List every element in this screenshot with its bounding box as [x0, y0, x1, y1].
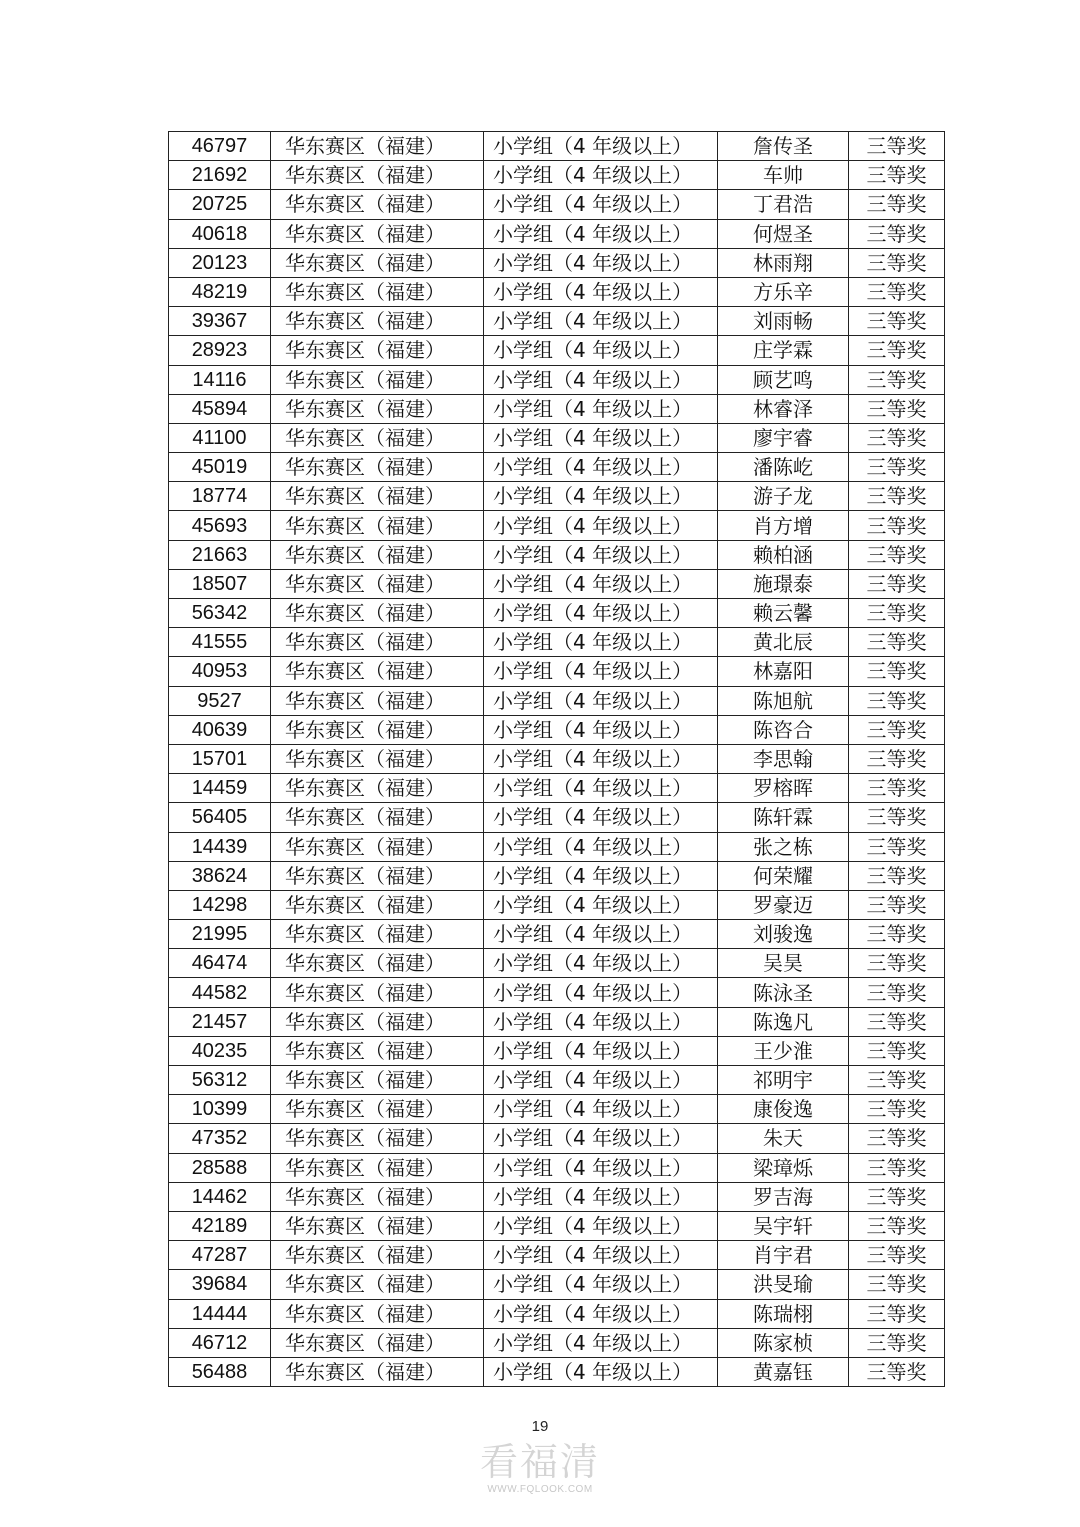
cell-region: 华东赛区（福建）	[271, 1241, 484, 1270]
cell-id: 56342	[169, 599, 271, 628]
cell-award: 三等奖	[849, 861, 945, 890]
cell-name: 梁璋烁	[718, 1153, 849, 1182]
cell-name: 陈咨合	[718, 715, 849, 744]
cell-group: 小学组（4 年级以上）	[484, 1241, 718, 1270]
cell-region: 华东赛区（福建）	[271, 1182, 484, 1211]
cell-name: 林雨翔	[718, 248, 849, 277]
cell-name: 朱天	[718, 1124, 849, 1153]
cell-region: 华东赛区（福建）	[271, 423, 484, 452]
table-row	[169, 132, 945, 161]
cell-group: 小学组（4 年级以上）	[484, 511, 718, 540]
cell-name: 赖柏涵	[718, 540, 849, 569]
cell-id: 38624	[169, 861, 271, 890]
cell-id: 47352	[169, 1124, 271, 1153]
cell-region: 华东赛区（福建）	[271, 657, 484, 686]
table-row	[169, 394, 945, 423]
cell-award: 三等奖	[849, 744, 945, 773]
cell-id: 39684	[169, 1270, 271, 1299]
cell-award: 三等奖	[849, 628, 945, 657]
table-row	[169, 1036, 945, 1065]
cell-name: 罗豪迈	[718, 890, 849, 919]
cell-award: 三等奖	[849, 1182, 945, 1211]
cell-id: 21663	[169, 540, 271, 569]
cell-id: 20123	[169, 248, 271, 277]
cell-name: 赖云馨	[718, 599, 849, 628]
cell-award: 三等奖	[849, 978, 945, 1007]
cell-id: 10399	[169, 1095, 271, 1124]
cell-name: 黄嘉钰	[718, 1357, 849, 1386]
cell-award: 三等奖	[849, 132, 945, 161]
cell-name: 陈瑞栩	[718, 1299, 849, 1328]
cell-group: 小学组（4 年级以上）	[484, 190, 718, 219]
cell-award: 三等奖	[849, 715, 945, 744]
cell-award: 三等奖	[849, 1007, 945, 1036]
cell-award: 三等奖	[849, 1357, 945, 1386]
table-row	[169, 1066, 945, 1095]
cell-region: 华东赛区（福建）	[271, 628, 484, 657]
cell-region: 华东赛区（福建）	[271, 1153, 484, 1182]
table-row	[169, 1270, 945, 1299]
awards-table-body	[169, 132, 945, 1387]
table-row	[169, 336, 945, 365]
cell-group: 小学组（4 年级以上）	[484, 949, 718, 978]
cell-region: 华东赛区（福建）	[271, 686, 484, 715]
cell-award: 三等奖	[849, 394, 945, 423]
cell-name: 潘陈屹	[718, 453, 849, 482]
cell-name: 祁明宇	[718, 1066, 849, 1095]
cell-name: 吴宇轩	[718, 1211, 849, 1240]
cell-id: 14298	[169, 890, 271, 919]
cell-id: 28588	[169, 1153, 271, 1182]
cell-id: 14116	[169, 365, 271, 394]
table-row	[169, 949, 945, 978]
cell-region: 华东赛区（福建）	[271, 453, 484, 482]
cell-name: 康俊逸	[718, 1095, 849, 1124]
cell-name: 陈家桢	[718, 1328, 849, 1357]
cell-region: 华东赛区（福建）	[271, 482, 484, 511]
cell-region: 华东赛区（福建）	[271, 219, 484, 248]
cell-name: 陈逸凡	[718, 1007, 849, 1036]
cell-group: 小学组（4 年级以上）	[484, 744, 718, 773]
cell-region: 华东赛区（福建）	[271, 978, 484, 1007]
cell-group: 小学组（4 年级以上）	[484, 161, 718, 190]
cell-region: 华东赛区（福建）	[271, 540, 484, 569]
table-row	[169, 569, 945, 598]
cell-award: 三等奖	[849, 511, 945, 540]
table-row	[169, 365, 945, 394]
cell-group: 小学组（4 年级以上）	[484, 890, 718, 919]
cell-group: 小学组（4 年级以上）	[484, 219, 718, 248]
cell-group: 小学组（4 年级以上）	[484, 1124, 718, 1153]
cell-id: 42189	[169, 1211, 271, 1240]
cell-group: 小学组（4 年级以上）	[484, 569, 718, 598]
cell-name: 庄学霖	[718, 336, 849, 365]
cell-award: 三等奖	[849, 599, 945, 628]
page-number: 19	[531, 1418, 549, 1435]
cell-id: 14444	[169, 1299, 271, 1328]
table-row	[169, 482, 945, 511]
table-row	[169, 1153, 945, 1182]
cell-group: 小学组（4 年级以上）	[484, 715, 718, 744]
table-row	[169, 1007, 945, 1036]
cell-name: 何煜圣	[718, 219, 849, 248]
cell-award: 三等奖	[849, 365, 945, 394]
cell-name: 李思翰	[718, 744, 849, 773]
cell-name: 肖宇君	[718, 1241, 849, 1270]
table-row	[169, 307, 945, 336]
cell-award: 三等奖	[849, 190, 945, 219]
cell-group: 小学组（4 年级以上）	[484, 1299, 718, 1328]
table-row	[169, 277, 945, 306]
cell-id: 56405	[169, 803, 271, 832]
cell-group: 小学组（4 年级以上）	[484, 657, 718, 686]
cell-region: 华东赛区（福建）	[271, 1211, 484, 1240]
cell-name: 廖宇睿	[718, 423, 849, 452]
cell-id: 45693	[169, 511, 271, 540]
cell-group: 小学组（4 年级以上）	[484, 423, 718, 452]
cell-region: 华东赛区（福建）	[271, 1299, 484, 1328]
cell-id: 9527	[169, 686, 271, 715]
watermark-text: 看福清	[479, 1440, 600, 1484]
cell-name: 黄北辰	[718, 628, 849, 657]
cell-group: 小学组（4 年级以上）	[484, 1153, 718, 1182]
cell-name: 王少淮	[718, 1036, 849, 1065]
cell-group: 小学组（4 年级以上）	[484, 1036, 718, 1065]
table-row	[169, 1357, 945, 1386]
table-row	[169, 540, 945, 569]
cell-group: 小学组（4 年级以上）	[484, 1211, 718, 1240]
cell-id: 21692	[169, 161, 271, 190]
cell-id: 48219	[169, 277, 271, 306]
cell-name: 刘雨畅	[718, 307, 849, 336]
cell-name: 张之栋	[718, 832, 849, 861]
cell-group: 小学组（4 年级以上）	[484, 1066, 718, 1095]
cell-award: 三等奖	[849, 1328, 945, 1357]
cell-group: 小学组（4 年级以上）	[484, 453, 718, 482]
cell-region: 华东赛区（福建）	[271, 132, 484, 161]
cell-award: 三等奖	[849, 248, 945, 277]
table-row	[169, 774, 945, 803]
cell-award: 三等奖	[849, 1124, 945, 1153]
cell-id: 46712	[169, 1328, 271, 1357]
cell-region: 华东赛区（福建）	[271, 744, 484, 773]
table-row	[169, 1241, 945, 1270]
table-row	[169, 628, 945, 657]
cell-award: 三等奖	[849, 540, 945, 569]
cell-name: 车帅	[718, 161, 849, 190]
cell-id: 21457	[169, 1007, 271, 1036]
cell-id: 18774	[169, 482, 271, 511]
cell-award: 三等奖	[849, 774, 945, 803]
table-row	[169, 1328, 945, 1357]
cell-name: 刘骏逸	[718, 920, 849, 949]
cell-group: 小学组（4 年级以上）	[484, 920, 718, 949]
cell-id: 46797	[169, 132, 271, 161]
cell-name: 罗榕晖	[718, 774, 849, 803]
cell-region: 华东赛区（福建）	[271, 1124, 484, 1153]
cell-id: 45019	[169, 453, 271, 482]
table-row	[169, 1211, 945, 1240]
cell-award: 三等奖	[849, 219, 945, 248]
table-row	[169, 920, 945, 949]
cell-name: 罗吉海	[718, 1182, 849, 1211]
cell-group: 小学组（4 年级以上）	[484, 774, 718, 803]
awards-table	[168, 131, 945, 1387]
cell-name: 游子龙	[718, 482, 849, 511]
cell-group: 小学组（4 年级以上）	[484, 482, 718, 511]
table-row	[169, 861, 945, 890]
cell-award: 三等奖	[849, 1211, 945, 1240]
cell-region: 华东赛区（福建）	[271, 920, 484, 949]
cell-award: 三等奖	[849, 307, 945, 336]
table-row	[169, 803, 945, 832]
table-row	[169, 161, 945, 190]
table-row	[169, 744, 945, 773]
table-row	[169, 1182, 945, 1211]
table-row	[169, 599, 945, 628]
table-row	[169, 1095, 945, 1124]
table-row	[169, 686, 945, 715]
cell-region: 华东赛区（福建）	[271, 861, 484, 890]
cell-award: 三等奖	[849, 1153, 945, 1182]
table-row	[169, 832, 945, 861]
table-row	[169, 715, 945, 744]
cell-award: 三等奖	[849, 803, 945, 832]
cell-region: 华东赛区（福建）	[271, 1328, 484, 1357]
cell-region: 华东赛区（福建）	[271, 248, 484, 277]
cell-region: 华东赛区（福建）	[271, 949, 484, 978]
cell-name: 洪旻瑜	[718, 1270, 849, 1299]
cell-group: 小学组（4 年级以上）	[484, 599, 718, 628]
cell-region: 华东赛区（福建）	[271, 277, 484, 306]
cell-group: 小学组（4 年级以上）	[484, 336, 718, 365]
cell-id: 18507	[169, 569, 271, 598]
cell-id: 39367	[169, 307, 271, 336]
cell-name: 陈泳圣	[718, 978, 849, 1007]
cell-region: 华东赛区（福建）	[271, 569, 484, 598]
cell-group: 小学组（4 年级以上）	[484, 132, 718, 161]
cell-award: 三等奖	[849, 1299, 945, 1328]
cell-award: 三等奖	[849, 1066, 945, 1095]
cell-group: 小学组（4 年级以上）	[484, 365, 718, 394]
cell-id: 56312	[169, 1066, 271, 1095]
cell-name: 方乐辛	[718, 277, 849, 306]
cell-group: 小学组（4 年级以上）	[484, 686, 718, 715]
cell-region: 华东赛区（福建）	[271, 832, 484, 861]
cell-region: 华东赛区（福建）	[271, 774, 484, 803]
cell-id: 14459	[169, 774, 271, 803]
table-row	[169, 657, 945, 686]
cell-award: 三等奖	[849, 1036, 945, 1065]
table-row	[169, 978, 945, 1007]
cell-group: 小学组（4 年级以上）	[484, 248, 718, 277]
cell-award: 三等奖	[849, 686, 945, 715]
cell-id: 21995	[169, 920, 271, 949]
cell-region: 华东赛区（福建）	[271, 1095, 484, 1124]
cell-id: 46474	[169, 949, 271, 978]
cell-region: 华东赛区（福建）	[271, 1357, 484, 1386]
cell-id: 41100	[169, 423, 271, 452]
cell-award: 三等奖	[849, 161, 945, 190]
cell-award: 三等奖	[849, 1241, 945, 1270]
cell-group: 小学组（4 年级以上）	[484, 978, 718, 1007]
cell-group: 小学组（4 年级以上）	[484, 277, 718, 306]
cell-award: 三等奖	[849, 1095, 945, 1124]
cell-id: 41555	[169, 628, 271, 657]
watermark-logo	[470, 1440, 610, 1495]
cell-region: 华东赛区（福建）	[271, 1270, 484, 1299]
cell-name: 何荣耀	[718, 861, 849, 890]
cell-id: 45894	[169, 394, 271, 423]
cell-award: 三等奖	[849, 1270, 945, 1299]
table-row	[169, 890, 945, 919]
cell-award: 三等奖	[849, 949, 945, 978]
cell-name: 施璟泰	[718, 569, 849, 598]
cell-region: 华东赛区（福建）	[271, 1036, 484, 1065]
cell-award: 三等奖	[849, 832, 945, 861]
cell-name: 陈旭航	[718, 686, 849, 715]
cell-group: 小学组（4 年级以上）	[484, 1270, 718, 1299]
cell-group: 小学组（4 年级以上）	[484, 832, 718, 861]
table-row	[169, 453, 945, 482]
cell-group: 小学组（4 年级以上）	[484, 861, 718, 890]
cell-region: 华东赛区（福建）	[271, 1066, 484, 1095]
cell-id: 56488	[169, 1357, 271, 1386]
cell-name: 林嘉阳	[718, 657, 849, 686]
watermark-url: WWW.FQLOOK.COM	[487, 1484, 593, 1495]
cell-group: 小学组（4 年级以上）	[484, 1357, 718, 1386]
cell-group: 小学组（4 年级以上）	[484, 628, 718, 657]
cell-group: 小学组（4 年级以上）	[484, 307, 718, 336]
cell-region: 华东赛区（福建）	[271, 394, 484, 423]
cell-region: 华东赛区（福建）	[271, 190, 484, 219]
cell-group: 小学组（4 年级以上）	[484, 1095, 718, 1124]
cell-group: 小学组（4 年级以上）	[484, 1007, 718, 1036]
cell-region: 华东赛区（福建）	[271, 715, 484, 744]
cell-id: 40953	[169, 657, 271, 686]
cell-award: 三等奖	[849, 920, 945, 949]
cell-id: 14462	[169, 1182, 271, 1211]
cell-name: 吴昊	[718, 949, 849, 978]
cell-region: 华东赛区（福建）	[271, 365, 484, 394]
cell-award: 三等奖	[849, 277, 945, 306]
cell-group: 小学组（4 年级以上）	[484, 1182, 718, 1211]
cell-group: 小学组（4 年级以上）	[484, 1328, 718, 1357]
cell-region: 华东赛区（福建）	[271, 336, 484, 365]
cell-award: 三等奖	[849, 482, 945, 511]
table-row	[169, 190, 945, 219]
cell-region: 华东赛区（福建）	[271, 599, 484, 628]
cell-group: 小学组（4 年级以上）	[484, 803, 718, 832]
cell-award: 三等奖	[849, 890, 945, 919]
cell-id: 40235	[169, 1036, 271, 1065]
cell-name: 丁君浩	[718, 190, 849, 219]
cell-id: 47287	[169, 1241, 271, 1270]
cell-id: 14439	[169, 832, 271, 861]
cell-id: 28923	[169, 336, 271, 365]
cell-region: 华东赛区（福建）	[271, 803, 484, 832]
cell-id: 15701	[169, 744, 271, 773]
cell-award: 三等奖	[849, 336, 945, 365]
cell-id: 20725	[169, 190, 271, 219]
cell-name: 顾艺鸣	[718, 365, 849, 394]
cell-region: 华东赛区（福建）	[271, 307, 484, 336]
table-row	[169, 219, 945, 248]
cell-id: 44582	[169, 978, 271, 1007]
cell-name: 陈轩霖	[718, 803, 849, 832]
cell-award: 三等奖	[849, 569, 945, 598]
cell-region: 华东赛区（福建）	[271, 890, 484, 919]
table-row	[169, 248, 945, 277]
cell-id: 40618	[169, 219, 271, 248]
table-row	[169, 511, 945, 540]
cell-region: 华东赛区（福建）	[271, 511, 484, 540]
cell-award: 三等奖	[849, 657, 945, 686]
table-row	[169, 1299, 945, 1328]
cell-region: 华东赛区（福建）	[271, 161, 484, 190]
cell-region: 华东赛区（福建）	[271, 1007, 484, 1036]
cell-award: 三等奖	[849, 423, 945, 452]
cell-award: 三等奖	[849, 453, 945, 482]
cell-id: 40639	[169, 715, 271, 744]
cell-group: 小学组（4 年级以上）	[484, 394, 718, 423]
cell-name: 詹传圣	[718, 132, 849, 161]
cell-name: 肖方增	[718, 511, 849, 540]
table-row	[169, 1124, 945, 1153]
cell-name: 林睿泽	[718, 394, 849, 423]
table-row	[169, 423, 945, 452]
cell-group: 小学组（4 年级以上）	[484, 540, 718, 569]
